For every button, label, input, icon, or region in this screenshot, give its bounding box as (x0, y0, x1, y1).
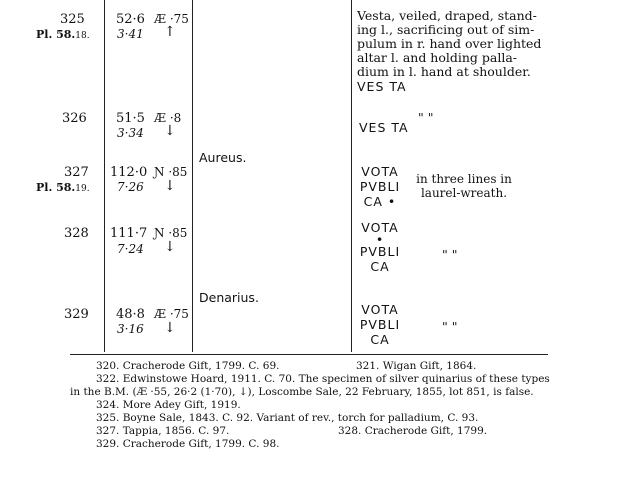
legend-line: CA • (363, 194, 397, 209)
legend-line: VOTA (361, 164, 399, 179)
plate-label: Pl. 58. (36, 28, 76, 41)
legend-line: CA (370, 332, 390, 347)
entry-number: 326 (62, 111, 87, 126)
footnote: 325. Boyne Sale, 1843. C. 92. Variant of rev., torch for palladium, C. 93. (96, 412, 479, 424)
desc-line: altar l. and holding palla- (357, 50, 518, 65)
footnote: 320. Cracherode Gift, 1799. C. 69. (96, 360, 280, 372)
metal: Ɲ (154, 226, 165, 240)
legend-line: PVBLI (359, 244, 401, 259)
column-rule-2 (192, 0, 193, 352)
legend: VES TA (359, 120, 409, 135)
entry-number: 328 (64, 226, 89, 241)
legend-line: VOTA (361, 220, 399, 235)
desc-line: in three lines in (416, 172, 512, 186)
footnote: 329. Cracherode Gift, 1799. C. 98. (96, 438, 280, 450)
desc-line: dium in l. hand at shoulder. (357, 64, 531, 79)
metal: Ɲ (154, 165, 165, 179)
ditto-mark: " " (418, 110, 434, 125)
ditto-mark: " " (442, 247, 458, 262)
footnote: 321. Wigan Gift, 1864. (356, 360, 477, 372)
plate-number: 18. (75, 31, 90, 41)
size: ·85 (168, 226, 188, 240)
metal: Æ (154, 12, 167, 26)
ditto-mark: " " (442, 319, 458, 334)
weight-grains: 52·6 (116, 12, 145, 27)
plate-ref (36, 181, 90, 194)
weight-grains: 112·0 (110, 165, 148, 180)
die-axis-arrow-icon: ↓ (164, 178, 176, 194)
weight-grams: 7·26 (117, 180, 144, 194)
footnote: 327. Tappia, 1856. C. 97. (96, 425, 230, 437)
plate-ref (36, 28, 90, 41)
weight-grams: 7·24 (117, 242, 144, 256)
section-heading: Aureus. (199, 150, 247, 165)
entry-number: 327 (64, 165, 89, 180)
metal: Æ (154, 307, 167, 321)
desc-line: laurel-wreath. (420, 186, 508, 200)
weight-grams: 3·16 (117, 322, 144, 336)
weight-grains: 111·7 (110, 226, 148, 241)
metal-size (154, 165, 187, 179)
metal-size (154, 307, 189, 321)
legend-line: PVBLI (359, 179, 401, 194)
reverse-legend (356, 164, 404, 209)
die-axis-arrow-icon: ↓ (164, 123, 176, 139)
legend-line: • (375, 232, 385, 247)
obverse-description (357, 9, 541, 94)
footnote-separator (70, 354, 548, 355)
reverse-legend (356, 302, 404, 347)
metal: Æ (154, 111, 167, 125)
footnote: 328. Cracherode Gift, 1799. (338, 425, 488, 437)
legend-line: CA (370, 259, 390, 274)
column-rule-3 (351, 0, 352, 352)
weight-grams: 3·41 (117, 27, 144, 41)
section-heading: Denarius. (199, 290, 259, 305)
metal-size (154, 226, 187, 240)
legend-line: PVBLI (359, 317, 401, 332)
legend-line: VOTA (361, 302, 399, 317)
footnote: 324. More Adey Gift, 1919. (96, 399, 241, 411)
die-axis-arrow-icon: ↓ (164, 320, 176, 336)
footnote-continuation: in the B.M. (Æ ·55, 26·2 (1·70), ↓), Loscombe Sale, 22 February, 1855, lot 851, is false. (70, 386, 534, 398)
die-axis-arrow-icon: ↑ (164, 24, 176, 40)
die-axis-arrow-icon: ↓ (164, 239, 176, 255)
reverse-legend (356, 221, 404, 274)
size: ·75 (169, 307, 189, 321)
weight-grains: 51·5 (116, 111, 145, 126)
weight-grains: 48·8 (116, 307, 145, 322)
size: ·75 (169, 12, 189, 26)
plate-label: Pl. 58. (36, 181, 76, 194)
weight-grams: 3·34 (117, 126, 144, 140)
footnote: 322. Edwinstowe Hoard, 1911. C. 70. The specimen of silver quinarius of these types (96, 373, 550, 385)
reverse-description (409, 172, 519, 200)
size: ·85 (168, 165, 188, 179)
plate-number: 19. (75, 184, 90, 194)
desc-line: pulum in r. hand over lighted (357, 36, 542, 51)
legend: VES TA (357, 79, 407, 94)
column-rule-1 (104, 0, 105, 352)
size: ·8 (169, 111, 182, 125)
entry-number: 325 (60, 12, 85, 27)
entry-number: 329 (64, 307, 89, 322)
desc-line: ing l., sacrificing out of sim- (357, 22, 535, 37)
desc-line: Vesta, veiled, draped, stand- (357, 8, 537, 23)
